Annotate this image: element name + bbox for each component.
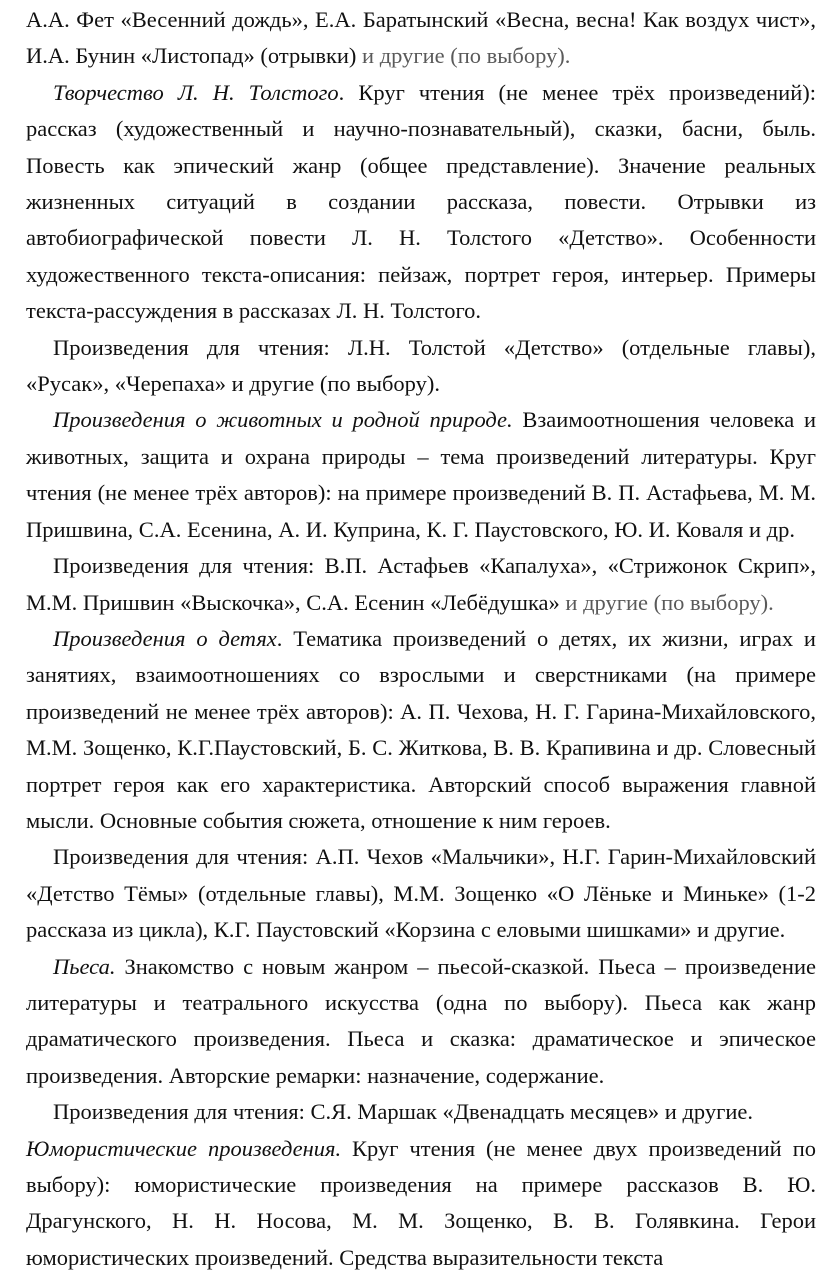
paragraph-children — [26, 621, 816, 839]
paragraph-nature-works — [26, 548, 816, 621]
paragraph-text: Взаимоотношения человека и животных, защита и охрана природы – тема произведений литературы. Круг чтения (не менее трёх авторов): на примере произведений В. П. Астафьева, М. М. Пришвина, С.А. Есенина, А. И. Куприна, К. Г. Паустовского, Ю. И. Коваля и др. — [26, 407, 816, 542]
section-heading-nature: Произведения о животных и родной природе. — [53, 407, 513, 433]
section-heading-children: Произведения о детях — [53, 625, 277, 651]
section-heading-humor: Юмористические произведения. — [26, 1135, 342, 1161]
paragraph-text: Произведения для чтения: А.П. Чехов «Мальчики», Н.Г. Гарин-Михайловский «Детство Тёмы» (отдельные главы), М.М. Зощенко «О Лёньке и Миньке» (1-2 рассказа из цикла), К.Г. Паустовский «Корзина с еловыми шишками» и другие. — [26, 844, 816, 943]
paragraph-poetry-authors — [26, 2, 816, 75]
document-page — [26, 2, 816, 1276]
paragraph-text: Знакомство с новым жанром – пьесой-сказкой. Пьеса – произведение литературы и театрального искусства (одна по выбору). Пьеса как жанр драматического произведения. Пьеса и сказка: драматическое и эпическое произведения. Авторские ремарки: назначение, содержание. — [26, 953, 816, 1088]
paragraph-gray-note: и другие (по выбору). — [356, 43, 571, 69]
paragraph-nature — [26, 402, 816, 548]
paragraph-text: . Круг чтения (не менее трёх произведений): рассказ (художественный и научно-познавательный), сказки, басни, быль. Повесть как эпический жанр (общее представление). Значение реальных жизненных ситуаций в создании рассказа, повести. Отрывки из автобиографической повести Л. Н. Толстого «Детство». Особенности художественного текста-описания: пейзаж, портрет героя, интерьер. Примеры текста-рассуждения в рассказах Л. Н. Толстого. — [26, 79, 816, 324]
paragraph-tolstoy-works — [26, 330, 816, 403]
paragraph-tolstoy — [26, 75, 816, 330]
paragraph-text: Произведения для чтения: В.П. Астафьев «Капалуха», «Стрижонок Скрип», М.М. Пришвин «Выскочка», С.А. Есенин «Лебёдушка» — [26, 553, 816, 615]
section-heading-play: Пьеса. — [53, 953, 116, 979]
paragraph-text: . Тематика произведений о детях, их жизни, играх и занятиях, взаимоотношениях со взрослыми и сверстниками (на примере произведений не менее трёх авторов): А. П. Чехова, Н. Г. Гарина-Михайловского, М.М. Зощенко, К.Г.Паустовский, Б. С. Житкова, В. В. Крапивина и др. Словесный портрет героя как его характеристика. Авторский способ выражения главной мысли. Основные события сюжета, отношение к ним героев. — [26, 625, 816, 833]
paragraph-play — [26, 949, 816, 1095]
paragraph-play-works — [26, 1094, 816, 1130]
paragraph-text: Круг чтения (не менее двух произведений по выбору): юмористические произведения на примере рассказов В. Ю. Драгунского, Н. Н. Носова, М. М. Зощенко, В. В. Голявкина. Герои юмористических произведений. Средства выразительности текста — [26, 1135, 816, 1270]
paragraph-text: Произведения для чтения: С.Я. Маршак «Двенадцать месяцев» и другие. — [53, 1099, 754, 1125]
section-heading-tolstoy: Творчество Л. Н. Толстого — [53, 79, 339, 105]
paragraph-text: А.А. Фет «Весенний дождь», Е.А. Баратынский «Весна, весна! Как воздух чист», И.А. Бунин «Листопад» (отрывки) — [26, 7, 816, 69]
paragraph-children-works — [26, 839, 816, 948]
paragraph-gray-note: и другие (по выбору). — [559, 589, 774, 615]
paragraph-text: Произведения для чтения: Л.Н. Толстой «Детство» (отдельные главы), «Русак», «Черепаха» и другие (по выбору). — [26, 334, 816, 397]
paragraph-humor — [26, 1131, 816, 1276]
